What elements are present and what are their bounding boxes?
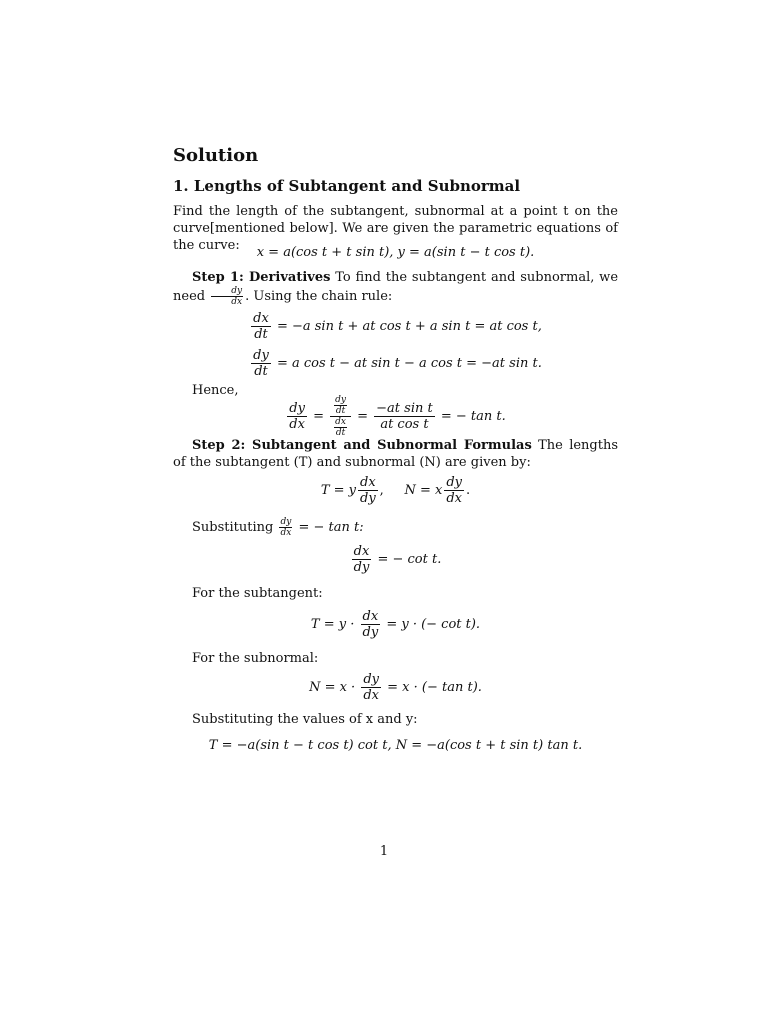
equation-dydt: $\frac{dy}{dt}$ = a cos t − at sin t − a cos t = −at sin t. — [253, 348, 542, 379]
step1-label: Step 1: Derivatives — [192, 270, 331, 285]
intro-paragraph: Find the length of the subtangent, subnormal at a point t on the curve[mentioned below]. We are given the parametric equations of the curve: — [173, 204, 618, 253]
dy-dx-fraction: $\frac{dy}{dx}$ — [211, 286, 243, 307]
step2-label: Step 2: Subtangent and Subnormal Formulas — [192, 438, 532, 453]
equation-subtangent: T = y · $\frac{dx}{dy}$ = y · (− cot t). — [310, 609, 481, 640]
substituting-line: Substituting $\frac{dy}{dx}$ = − tan t: — [192, 517, 364, 538]
solution-title: Solution — [173, 145, 259, 166]
step1-paragraph: Step 1: Derivatives To find the subtangent and subnormal, we need $\frac{dy}{dx}$ . Using the chain rule: — [173, 270, 619, 307]
equation-dxdt: $\frac{dx}{dt}$ = −a sin t + at cos t + a sin t = at cos t, — [253, 311, 542, 342]
equation-dxdy: $\frac{dx}{dy}$ = − cot t. — [353, 544, 442, 575]
equation-T-N: T = y $\frac{dx}{dy}$ , N = x $\frac{dy}{dx}$ . — [320, 475, 471, 506]
for-subnormal-text: For the subnormal: — [192, 651, 319, 666]
section-heading: 1. Lengths of Subtangent and Subnormal — [173, 177, 521, 195]
final-equation: T = −a(sin t − t cos t) cot t, N = −a(cos t + t sin t) tan t. — [208, 738, 583, 753]
parametric-equations: x = a(cos t + t sin t), y = a(sin t − t cos t). — [256, 245, 535, 260]
equation-subnormal: N = x · $\frac{dy}{dx}$ = x · (− tan t). — [309, 672, 482, 703]
page-number: 1 — [379, 844, 389, 859]
substituting-values-text: Substituting the values of x and y: — [192, 712, 418, 727]
hence-text: Hence, — [192, 383, 239, 398]
equation-dydx: $\frac{dy}{dx}$ = $\frac{\frac{dy}{dt}}{\frac{dx}{dt}}$ = $\frac{\text{−at sin t}}{\text{at cos t}}$ = − tan t. — [289, 395, 506, 438]
step2-paragraph: Step 2: Subtangent and Subnormal Formulas The lengths of the subtangent (T) and subnormal (N) are given by: — [173, 438, 619, 470]
for-subtangent-text: For the subtangent: — [192, 586, 323, 601]
